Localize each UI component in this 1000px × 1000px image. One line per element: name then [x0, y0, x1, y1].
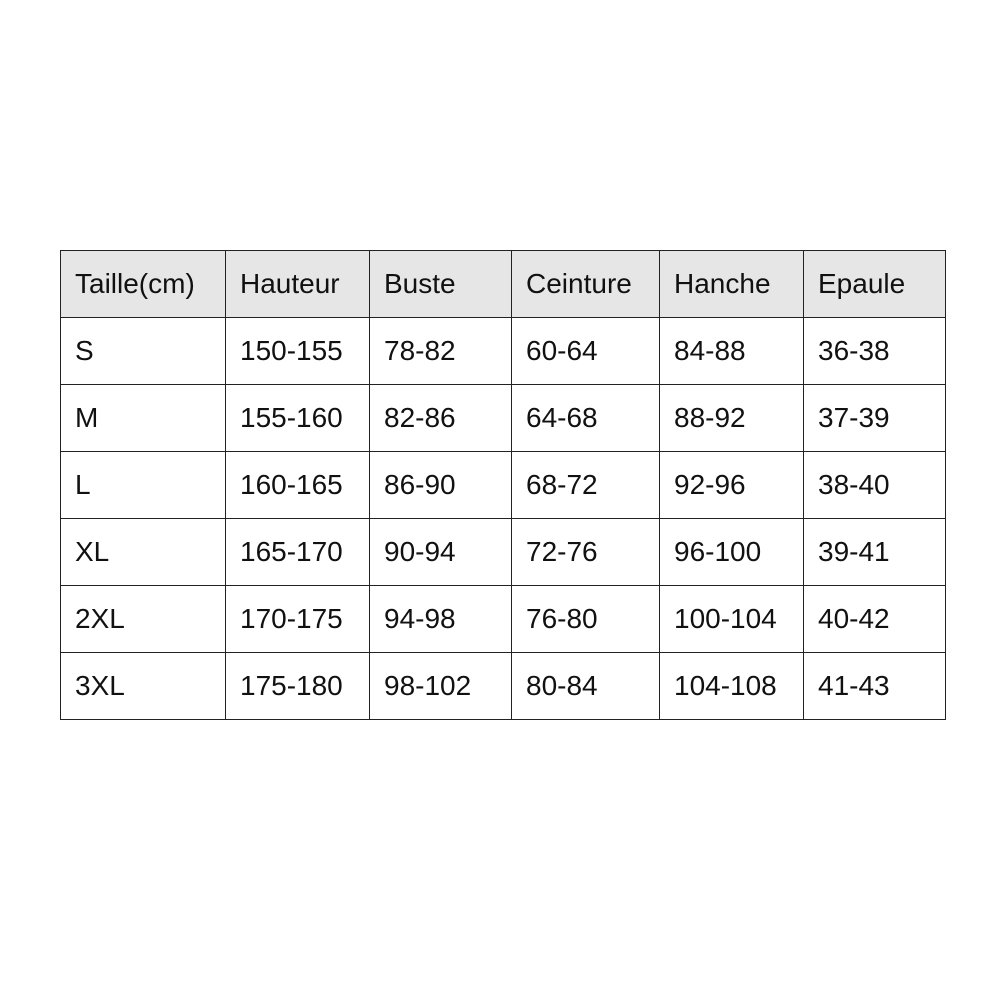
height-cell: 170-175	[226, 586, 370, 653]
size-chart-table	[60, 250, 946, 720]
height-cell: 150-155	[226, 318, 370, 385]
hip-cell: 96-100	[660, 519, 804, 586]
waist-cell: 60-64	[512, 318, 660, 385]
table-row	[61, 452, 946, 519]
table-row	[61, 653, 946, 720]
size-cell: M	[61, 385, 226, 452]
table-row	[61, 318, 946, 385]
height-cell: 175-180	[226, 653, 370, 720]
table-row	[61, 586, 946, 653]
hip-cell: 100-104	[660, 586, 804, 653]
bust-cell: 90-94	[370, 519, 512, 586]
size-cell: L	[61, 452, 226, 519]
waist-cell: 80-84	[512, 653, 660, 720]
hip-cell: 84-88	[660, 318, 804, 385]
size-chart-body	[61, 318, 946, 720]
hip-cell: 92-96	[660, 452, 804, 519]
shoulder-cell: 41-43	[804, 653, 946, 720]
header-cell-hanche: Hanche	[660, 251, 804, 318]
bust-cell: 78-82	[370, 318, 512, 385]
header-cell-hauteur: Hauteur	[226, 251, 370, 318]
bust-cell: 94-98	[370, 586, 512, 653]
size-cell: S	[61, 318, 226, 385]
table-row	[61, 519, 946, 586]
size-chart-header	[61, 251, 946, 318]
bust-cell: 82-86	[370, 385, 512, 452]
waist-cell: 64-68	[512, 385, 660, 452]
height-cell: 155-160	[226, 385, 370, 452]
height-cell: 165-170	[226, 519, 370, 586]
shoulder-cell: 37-39	[804, 385, 946, 452]
shoulder-cell: 40-42	[804, 586, 946, 653]
header-cell-ceinture: Ceinture	[512, 251, 660, 318]
size-cell: 3XL	[61, 653, 226, 720]
waist-cell: 72-76	[512, 519, 660, 586]
header-row	[61, 251, 946, 318]
header-cell-epaule: Epaule	[804, 251, 946, 318]
waist-cell: 76-80	[512, 586, 660, 653]
bust-cell: 98-102	[370, 653, 512, 720]
size-cell: 2XL	[61, 586, 226, 653]
height-cell: 160-165	[226, 452, 370, 519]
hip-cell: 88-92	[660, 385, 804, 452]
shoulder-cell: 38-40	[804, 452, 946, 519]
table-row	[61, 385, 946, 452]
shoulder-cell: 39-41	[804, 519, 946, 586]
header-cell-taille: Taille(cm)	[61, 251, 226, 318]
size-cell: XL	[61, 519, 226, 586]
header-cell-buste: Buste	[370, 251, 512, 318]
waist-cell: 68-72	[512, 452, 660, 519]
hip-cell: 104-108	[660, 653, 804, 720]
shoulder-cell: 36-38	[804, 318, 946, 385]
bust-cell: 86-90	[370, 452, 512, 519]
